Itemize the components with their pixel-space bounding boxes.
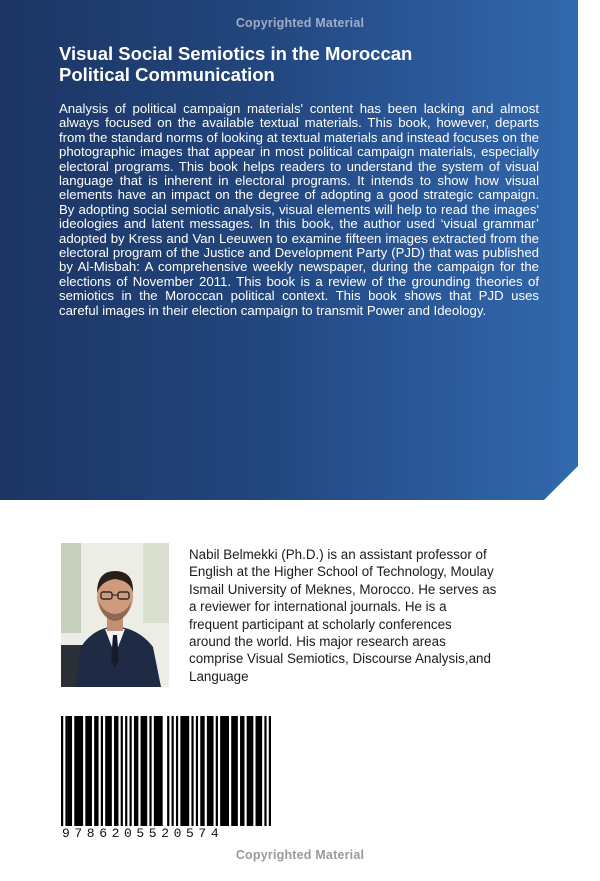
barcode-bar (141, 716, 148, 826)
barcode-bar (191, 716, 193, 826)
barcode-bar (154, 716, 163, 826)
author-bio-line: frequent participant at scholarly conferences (189, 616, 452, 632)
barcode-bar (216, 716, 218, 826)
barcode-bars (58, 716, 274, 828)
book-blurb: Analysis of political campaign materials' content has been lacking and almost always focused on the available textual materials. This book, however, departs from the standard norms of looking at textual materials and instead focuses on the photographic images that appear in most political campaign materials, especially electoral programs. This book helps readers to understand the system of visual language that is inherent in electoral programs. It intends to show how visual elements have an impact on the degree of adopting a good strategic campaign. By adopting social semiotic analysis, visual elements will help to read the images' ideologies and latent messages. In this book, the author used ‘visual grammar’ adopted by Kress and Van Leeuwen to examine fifteen images extracted from the electoral program of the Justice and Development Party (PJD) that was published by Al-Misbah: A comprehensive weekly newspaper, during the campaign for the elections of November 2011. This book is a review of the grounding theories of semiotics in the Moroccan political context. This book shows that PJD uses careful images in their election campaign to transmit Power and Ideology. (59, 101, 539, 318)
barcode-bar (167, 716, 169, 826)
barcode-bar (125, 716, 127, 826)
barcode-bar (256, 716, 263, 826)
barcode-bar (231, 716, 238, 826)
barcode-bar (61, 716, 63, 826)
barcode-bar (196, 716, 198, 826)
author-photo (61, 543, 169, 687)
cover-corner-cut (543, 465, 578, 500)
book-title (59, 43, 539, 85)
author-portrait-illustration (61, 543, 169, 687)
barcode-bar (130, 716, 132, 826)
isbn-barcode (58, 716, 274, 828)
barcode-bar (207, 716, 214, 826)
author-bio-line: Nabil Belmekki (Ph.D.) is an assistant professor of (189, 547, 487, 562)
barcode-bar (85, 716, 92, 826)
barcode-bar (68, 716, 72, 826)
isbn-digits: 9786205520574 (62, 826, 224, 841)
barcode-bar (269, 716, 271, 826)
barcode-bar (101, 716, 103, 826)
barcode-bar (172, 716, 174, 826)
barcode-bar (176, 716, 178, 826)
barcode-bar (74, 716, 83, 826)
barcode-bar (220, 716, 229, 826)
barcode-bar (240, 716, 244, 826)
barcode-bar (94, 716, 98, 826)
barcode-bar (264, 716, 266, 826)
author-bio-line: a reviewer for international journals. He is a (189, 599, 447, 615)
barcode-bar (200, 716, 204, 826)
barcode-bar (121, 716, 123, 826)
barcode-bar (134, 716, 138, 826)
barcode-bar (180, 716, 189, 826)
author-bio (189, 546, 589, 685)
author-bio-line: English at the Higher School of Technology, Moulay (189, 564, 494, 580)
barcode-bar (247, 716, 254, 826)
watermark-top: Copyrighted Material (235, 16, 365, 30)
watermark-bottom: Copyrighted Material (235, 848, 365, 862)
barcode-bar (65, 716, 67, 826)
author-bio-line: comprise Visual Semiotics, Discourse Analysis,and (189, 651, 491, 667)
barcode-bar (105, 716, 112, 826)
book-title-line-1: Visual Social Semiotics in the Moroccan (59, 43, 413, 64)
author-bio-line: Language (189, 668, 249, 684)
barcode-bar (149, 716, 151, 826)
author-bio-line: Ismail University of Meknes, Morocco. He serves as (189, 581, 497, 597)
barcode-bar (114, 716, 118, 826)
author-bio-line: around the world. His major research areas (189, 634, 446, 650)
book-title-line-2: Political Communication (59, 64, 275, 85)
